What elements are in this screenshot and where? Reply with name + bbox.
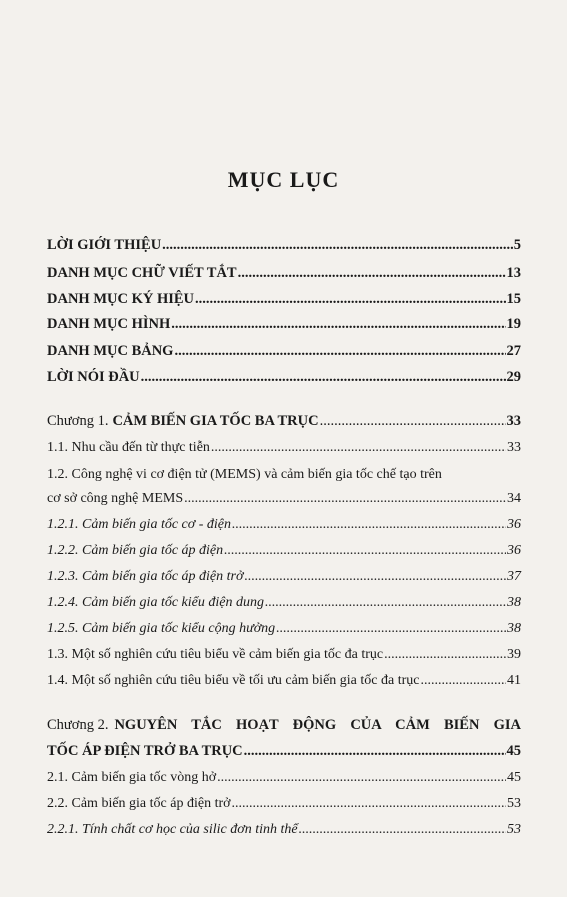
toc-entry-label: DANH MỤC KÝ HIỆU xyxy=(47,291,195,307)
leader-dots xyxy=(232,517,506,533)
toc-entry-page: 45 xyxy=(506,743,521,759)
toc-entry-line1[interactable]: 1.2. Công nghệ vi cơ điện tử (MEMS) và cảm biến gia tốc chế tạo trên xyxy=(47,467,442,482)
toc-entry-page: 38 xyxy=(507,595,521,610)
leader-dots xyxy=(384,647,506,663)
chapter-title: NGUYÊN TẮC HOẠT ĐỘNG CỦA CẢM BIẾN GIA xyxy=(114,717,521,733)
toc-entry[interactable] xyxy=(47,237,521,254)
toc-chapter-2[interactable] xyxy=(47,743,521,760)
chapter-title: CẢM BIẾN GIA TỐC BA TRỤC xyxy=(112,413,319,429)
toc-entry-page: 29 xyxy=(506,369,521,385)
toc-entry[interactable] xyxy=(47,517,521,533)
toc-entry-label: DANH MỤC CHỮ VIẾT TẮT xyxy=(47,265,237,281)
leader-dots xyxy=(162,237,513,254)
toc-entry-label: 1.2.3. Cảm biến gia tốc áp điện trở xyxy=(47,569,244,584)
toc-entry-label: 1.1. Nhu cầu đến từ thực tiễn xyxy=(47,440,210,455)
leader-dots xyxy=(299,822,506,838)
toc-entry-label: 1.3. Một số nghiên cứu tiêu biểu về cảm biến gia tốc đa trục xyxy=(47,647,384,662)
toc-entry-label: LỜI GIỚI THIỆU xyxy=(47,237,162,253)
toc-entry-label: DANH MỤC BẢNG xyxy=(47,343,174,359)
toc-entry-page: 36 xyxy=(507,517,521,532)
leader-dots xyxy=(238,265,506,282)
toc-entry-label: 2.1. Cảm biến gia tốc vòng hở xyxy=(47,770,217,785)
toc-entry[interactable] xyxy=(47,440,521,456)
toc-entry[interactable] xyxy=(47,491,521,507)
chapter-prefix: Chương 2. xyxy=(47,717,109,733)
toc-entry-page: 41 xyxy=(507,673,521,688)
leader-dots xyxy=(244,743,506,760)
toc-entry-page: 53 xyxy=(507,822,521,837)
toc-entry-page: 19 xyxy=(506,316,521,332)
toc-chapter-2-line1[interactable] xyxy=(47,717,521,734)
toc-entry-page: 36 xyxy=(507,543,521,558)
toc-entry-label: LỜI NÓI ĐẦU xyxy=(47,369,140,385)
leader-dots xyxy=(232,796,506,812)
leader-dots xyxy=(224,543,506,559)
toc-entry-label: 1.2.4. Cảm biến gia tốc kiểu điện dung xyxy=(47,595,264,610)
toc-entry[interactable] xyxy=(47,343,521,360)
toc-entry-page: 13 xyxy=(506,265,521,281)
toc-chapter-1[interactable] xyxy=(47,413,521,430)
toc-entry-page: 33 xyxy=(507,440,521,455)
toc-entry[interactable] xyxy=(47,770,521,786)
toc-entry[interactable] xyxy=(47,265,521,282)
leader-dots xyxy=(265,595,506,611)
leader-dots xyxy=(420,673,506,689)
leader-dots xyxy=(211,440,506,456)
toc-entry[interactable] xyxy=(47,673,521,689)
toc-entry-page: 33 xyxy=(506,413,521,429)
page-title: MỤC LỤC xyxy=(227,167,340,192)
toc-entry-page: 37 xyxy=(507,569,521,584)
toc-entry[interactable] xyxy=(47,291,521,308)
toc-entry-label: 1.2.5. Cảm biến gia tốc kiểu cộng hưởng xyxy=(47,621,276,636)
toc-entry[interactable] xyxy=(47,621,521,637)
leader-dots xyxy=(174,343,505,360)
leader-dots xyxy=(141,369,506,386)
toc-entry-page: 34 xyxy=(507,491,521,506)
toc-entry-page: 5 xyxy=(513,237,521,253)
toc-entry-page: 45 xyxy=(507,770,521,785)
leader-dots xyxy=(320,413,506,430)
toc-entry-page: 15 xyxy=(506,291,521,307)
toc-entry-label: cơ sở công nghệ MEMS xyxy=(47,491,184,506)
toc-entry[interactable] xyxy=(47,316,521,333)
toc-entry[interactable] xyxy=(47,569,521,585)
leader-dots xyxy=(217,770,506,786)
leader-dots xyxy=(171,316,505,333)
toc-entry-label: 1.2.1. Cảm biến gia tốc cơ - điện xyxy=(47,517,231,532)
toc-entry-label: DANH MỤC HÌNH xyxy=(47,316,171,332)
toc-entry[interactable] xyxy=(47,369,521,386)
toc-entry-label: 1.2.2. Cảm biến gia tốc áp điện xyxy=(47,543,224,558)
chapter-prefix: Chương 1. xyxy=(47,413,109,429)
toc-entry[interactable] xyxy=(47,822,521,838)
toc-entry-page: 39 xyxy=(507,647,521,662)
toc-entry-page: 27 xyxy=(506,343,521,359)
leader-dots xyxy=(184,491,506,507)
toc-entry-label: 1.4. Một số nghiên cứu tiêu biểu về tối ưu cảm biến gia tốc đa trục xyxy=(47,673,420,688)
leader-dots xyxy=(276,621,506,637)
leader-dots xyxy=(195,291,505,308)
toc-entry-label: 2.2. Cảm biến gia tốc áp điện trở xyxy=(47,796,231,811)
chapter-title-cont: TỐC ÁP ĐIỆN TRỞ BA TRỤC xyxy=(47,743,243,759)
toc-entry[interactable] xyxy=(47,796,521,812)
leader-dots xyxy=(244,569,506,585)
toc-entry-page: 53 xyxy=(507,796,521,811)
toc-entry[interactable] xyxy=(47,543,521,559)
toc-entry[interactable] xyxy=(47,595,521,611)
toc-entry-label: 2.2.1. Tính chất cơ học của silic đơn tinh thể xyxy=(47,822,298,837)
toc-entry-page: 38 xyxy=(507,621,521,636)
toc-entry[interactable] xyxy=(47,647,521,663)
